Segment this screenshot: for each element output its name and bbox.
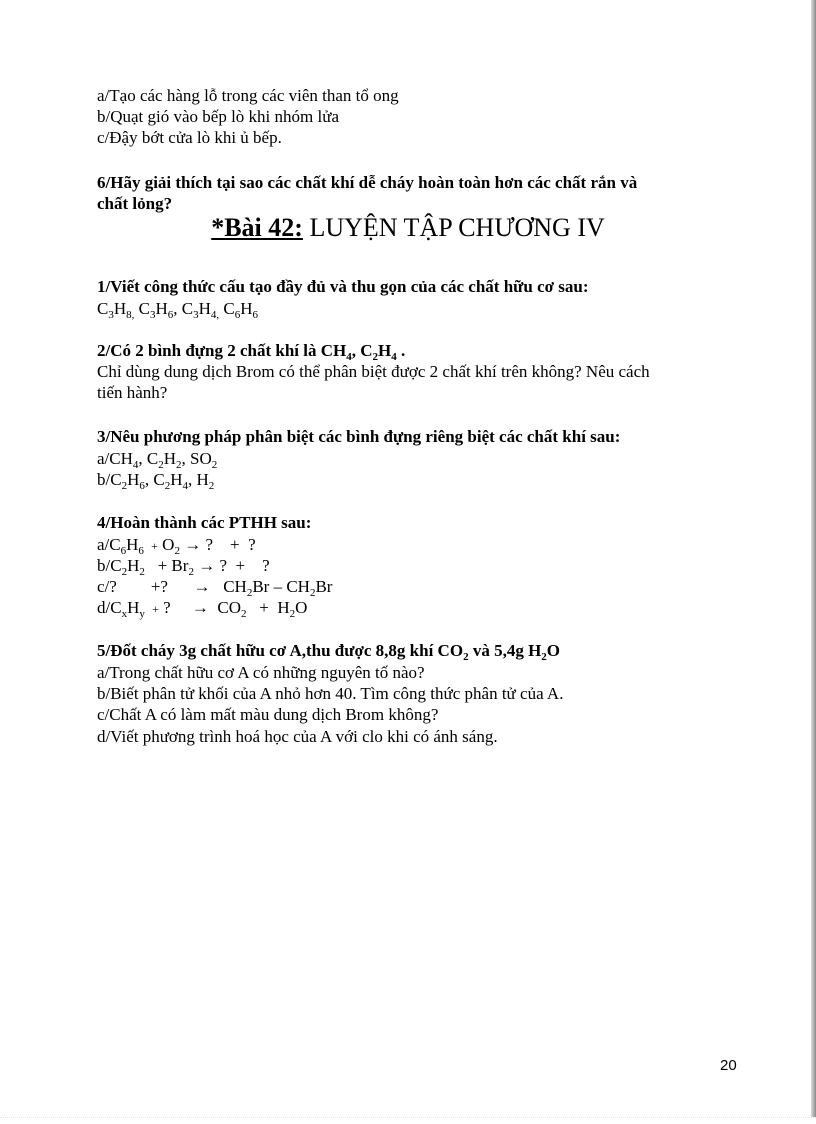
exercise-5-item-a: a/Trong chất hữu cơ A có những nguyên tố nào? [97,663,425,682]
intro-item-a: a/Tạo các hàng lỗ trong các viên than tổ ong [97,86,399,105]
exercise-3-item-a: $a/CH_4$, $C_2H_2$, $SO_2$ [97,449,218,471]
page-edge-shadow [811,0,816,1123]
question-6-line-2: chất lỏng? [97,194,173,213]
exercise-5-item-c: c/Chất A có làm mất màu dung dịch Brom không? [97,705,439,724]
question-6-line-1: 6/Hãy giải thích tại sao các chất khí dễ cháy hoàn toàn hơn các chất rắn và [97,173,638,192]
page-number: 20 [720,1057,737,1074]
lesson-name: LUYỆN TẬP CHƯƠNG IV [309,213,605,242]
exercise-5-item-d: d/Viết phương trình hoá học của A với clo khi có ánh sáng. [97,727,498,746]
lesson-number: *Bài 42: [211,213,303,242]
exercise-5-heading-part-2: và 5,4g H [468,641,542,660]
exercise-2-heading: 2/Có 2 bình đựng 2 chất khí là $CH_4$, $C_2H_4$ . [97,341,406,363]
intro-item-b: b/Quạt gió vào bếp lò khi nhóm lửa [97,107,339,126]
intro-item-c: c/Đậy bớt cửa lò khi ủ bếp. [97,128,282,147]
exercise-4-heading: 4/Hoàn thành các PTHH sau: [97,513,312,532]
exercise-4-equation-d: $d/C_xH_y$ + ? → $CO_2 + H_2O$ [97,598,308,620]
exercise-5-item-b: b/Biết phân tử khối của A nhỏ hơn 40. Tìm công thức phân tử của A. [97,684,564,703]
exercise-3-item-b: $b/C_2H_6$, $C_2H_4$, $H_2$ [97,470,215,492]
exercise-1-heading: 1/Viết công thức cấu tạo đầy đủ và thu gọn của các chất hữu cơ sau: [97,277,589,296]
exercise-2-heading-text: 2/Có 2 bình đựng 2 chất khí là [97,341,317,360]
exercise-4-equation-b: $b/C_2H_2 + Br_2$ → ? + ? [97,556,270,578]
lesson-title [0,212,816,244]
exercise-4-equation-c: c/? +? → $CH_2Br - CH_2Br$ [97,577,333,599]
exercise-5-heading-part-1: 5/Đốt cháy 3g chất hữu cơ A,thu được 8,8g khí CO [97,641,464,660]
exercise-3-heading: 3/Nêu phương pháp phân biệt các bình đựng riêng biệt các chất khí sau: [97,427,621,446]
exercise-5-heading-part-3: O [546,641,561,660]
exercise-2-body-line-2: tiến hành? [97,383,168,402]
exercise-4-equation-a: $a/C_6H_6 + O_2$ → ? + ? [97,535,256,557]
exercise-2-body-line-1: Chỉ dùng dung dịch Brom có thể phân biệt được 2 chất khí trên không? Nêu cách [97,362,650,381]
exercise-1-formulas: $C_3H_{8,}$ $C_3H_6$, $C_3H_{4,}$ $C_6H_6$ [97,299,258,321]
exercise-5-heading: 5/Đốt cháy 3g chất hữu cơ A,thu được 8,8g khí $CO_2$ và 5,4g $H_2O$ [97,641,561,663]
